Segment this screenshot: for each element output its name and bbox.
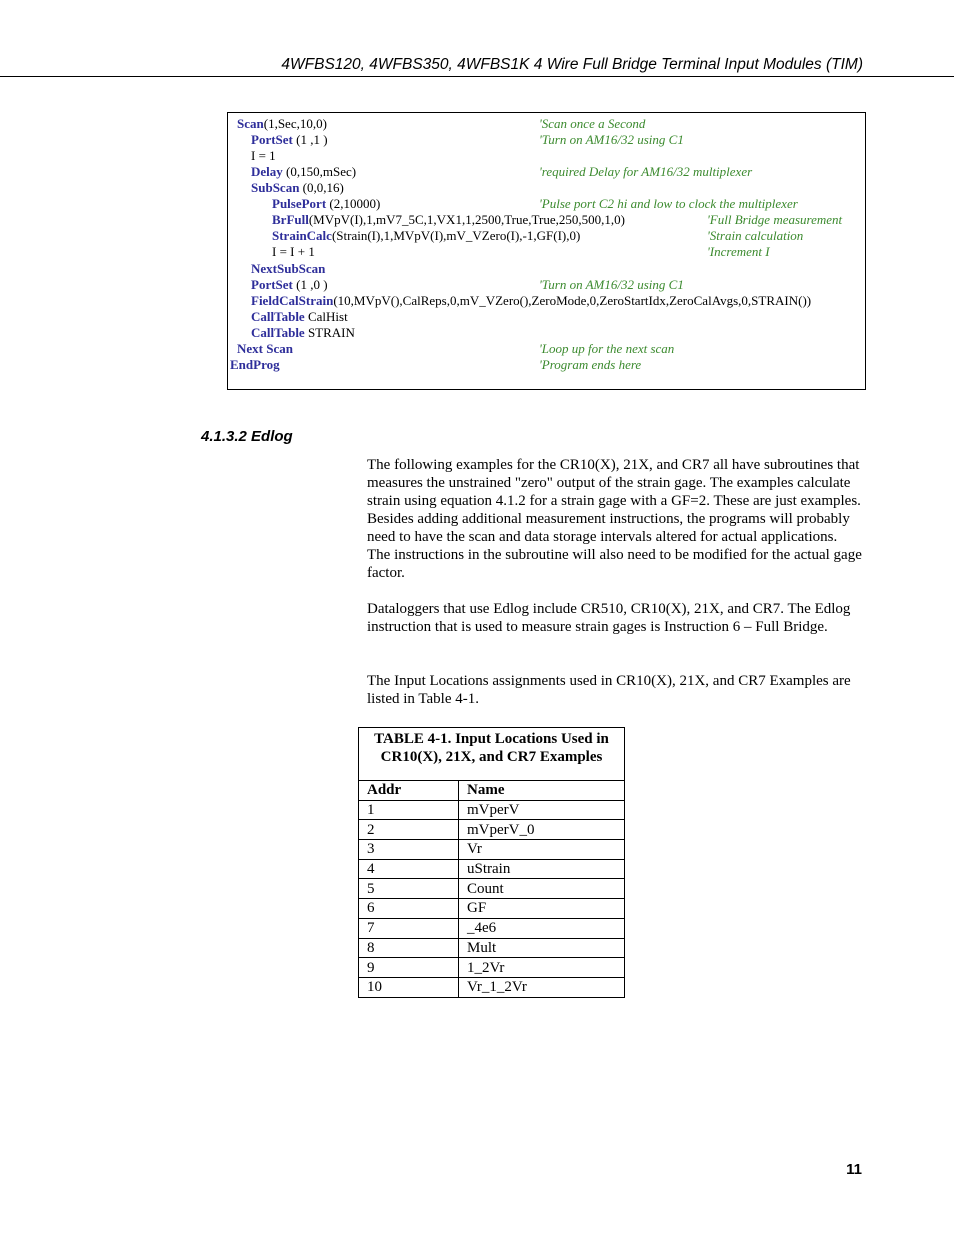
- addr-cell: 3: [359, 840, 459, 860]
- code-comment: 'Pulse port C2 hi and low to clock the multiplexer: [539, 196, 798, 211]
- code-line: I = 1: [251, 148, 276, 163]
- table-caption: TABLE 4-1. Input Locations Used in CR10(X), 21X, and CR7 Examples: [359, 728, 624, 781]
- table-row: [359, 800, 624, 820]
- name-cell: Mult: [459, 938, 625, 958]
- name-cell: Vr_1_2Vr: [459, 977, 625, 996]
- header-title: 4WFBS120, 4WFBS350, 4WFBS1K 4 Wire Full Bridge Terminal Input Modules (TIM): [281, 56, 863, 73]
- code-comment: 'Loop up for the next scan: [539, 341, 675, 356]
- code-line: Scan(1,Sec,10,0) 'Scan once a Second: [237, 116, 646, 131]
- column-header-addr: Addr: [359, 781, 459, 800]
- code-line: Delay (0,150,mSec) 'required Delay for AM16/32 multiplexer: [251, 164, 753, 179]
- code-line: CallTable STRAIN: [251, 325, 355, 340]
- code-comment: 'required Delay for AM16/32 multiplexer: [539, 164, 753, 179]
- column-header-name: Name: [467, 782, 505, 799]
- page-number: 11: [846, 1161, 862, 1178]
- code-line: Next Scan 'Loop up for the next scan: [237, 341, 675, 356]
- addr-cell: 7: [359, 918, 459, 938]
- table-row: [359, 899, 624, 919]
- name-cell: 1_2Vr: [459, 958, 625, 978]
- table-row: [359, 938, 624, 958]
- code-comment: 'Strain calculation: [707, 228, 804, 243]
- code-line: I = I + 1 'Increment I: [272, 244, 770, 259]
- header-rule: [0, 76, 954, 77]
- name-cell: mVperV_0: [459, 820, 625, 840]
- addr-cell: 4: [359, 859, 459, 879]
- name-cell: Count: [459, 879, 625, 899]
- table-row: [359, 840, 624, 860]
- addr-cell: 5: [359, 879, 459, 899]
- table-row: [359, 958, 624, 978]
- table-row: [359, 859, 624, 879]
- addr-cell: 10: [359, 977, 459, 996]
- code-line: NextSubScan: [251, 261, 326, 276]
- section-heading: 4.1.3.2 Edlog: [201, 428, 293, 445]
- input-locations-table: [358, 727, 625, 998]
- code-comment: 'Program ends here: [539, 357, 642, 372]
- paragraph: Dataloggers that use Edlog include CR510, CR10(X), 21X, and CR7. The Edlog instruction that is used to measure strain gages is Instruction 6 – Full Bridge.: [367, 601, 851, 635]
- addr-cell: 6: [359, 899, 459, 919]
- code-line: FieldCalStrain(10,MVpV(),CalReps,0,mV_VZero(),ZeroMode,0,ZeroStartIdx,ZeroCalAvgs,0,STRAIN()): [251, 293, 812, 308]
- table-header-row: [359, 781, 624, 800]
- addr-cell: 8: [359, 938, 459, 958]
- code-line: PulsePort (2,10000) 'Pulse port C2 hi and low to clock the multiplexer: [272, 196, 798, 211]
- addr-cell: 2: [359, 820, 459, 840]
- code-line: StrainCalc(Strain(I),1,MVpV(I),mV_VZero(I),-1,GF(I),0) 'Strain calculation: [272, 228, 804, 243]
- code-line: BrFull(MVpV(I),1,mV7_5C,1,VX1,1,2500,True,True,250,500,1,0) 'Full Bridge measurement: [272, 212, 843, 227]
- table-row: [359, 820, 624, 840]
- code-comment: 'Scan once a Second: [539, 116, 646, 131]
- name-cell: uStrain: [459, 859, 625, 879]
- table-row: [359, 977, 624, 996]
- code-comment: 'Increment I: [707, 244, 770, 259]
- addr-cell: 1: [359, 800, 459, 820]
- code-line: EndProg 'Program ends here: [230, 357, 642, 372]
- code-line: PortSet (1 ,1 ) 'Turn on AM16/32 using C1: [251, 132, 684, 147]
- table-row: [359, 879, 624, 899]
- paragraph: The Input Locations assignments used in CR10(X), 21X, and CR7 Examples are listed in Table 4-1.: [367, 673, 851, 707]
- code-comment: 'Turn on AM16/32 using C1: [539, 277, 684, 292]
- code-comment: 'Full Bridge measurement: [707, 212, 843, 227]
- name-cell: Vr: [459, 840, 625, 860]
- name-cell: _4e6: [459, 918, 625, 938]
- addr-cell: 9: [359, 958, 459, 978]
- paragraph: The following examples for the CR10(X), 21X, and CR7 all have subroutines that measures the unstrained "zero" output of the strain gage. The examples calculate strain using equation 4.1.2 for a strain gage with a GF=2. These are just examples. Besides adding additional measurement instructions, the programs will probably need to have the scan and data storage intervals altered for actual applications. The instructions in the subroutine will also need to be modified for the actual gage factor.: [367, 457, 862, 581]
- name-cell: mVperV: [459, 800, 625, 820]
- code-line: PortSet (1 ,0 ) 'Turn on AM16/32 using C1: [251, 277, 684, 292]
- table-row: [359, 918, 624, 938]
- code-comment: 'Turn on AM16/32 using C1: [539, 132, 684, 147]
- code-line: CallTable CalHist: [251, 309, 348, 324]
- code-line: SubScan (0,0,16): [251, 180, 344, 195]
- page-header: [0, 52, 954, 78]
- code-listing: [227, 112, 866, 390]
- table-grid: [359, 781, 624, 997]
- name-cell: GF: [459, 899, 625, 919]
